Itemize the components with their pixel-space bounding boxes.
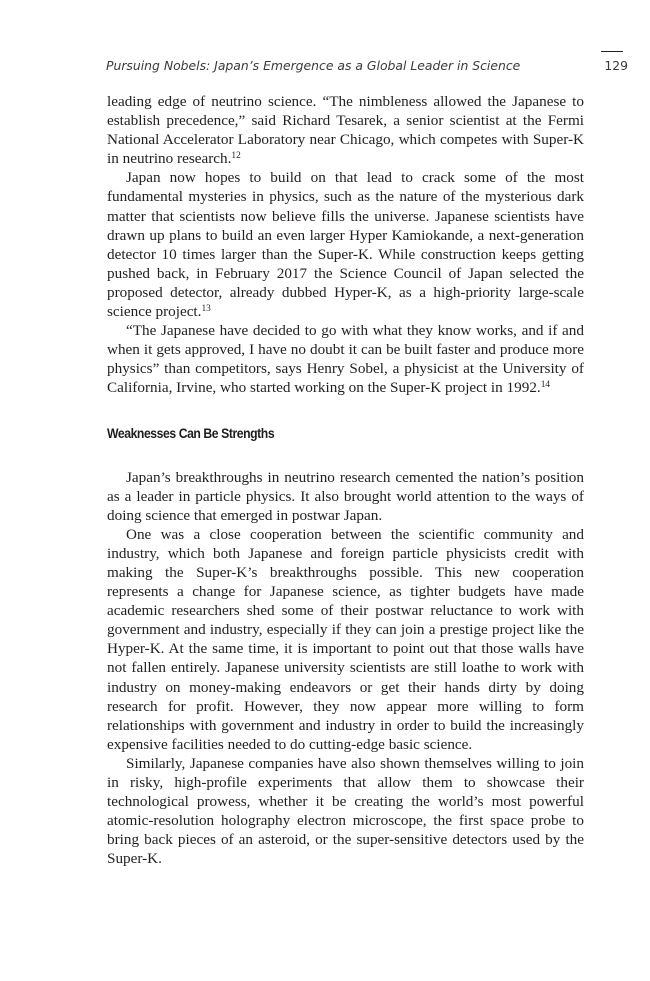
paragraph-cooperation: One was a close cooperation between the scientific community and industry, which both Japanese and foreign particle physicists credit with making the Super-K’s breakthroughs possible. This new cooperation represents a change for Japanese science, as tighter budgets have made academic researchers shed some of their postwar reluctance to work with government and industry, especially if they can join a prestige project like the Hyper-K. At the same time, it is important to point out that those walls have not fallen entirely. Japanese university scientists are still loathe to work with industry on money-making endeavors or get their hands dirty by doing research for profit. However, they now appear more willing to form relationships with government and industry in order to build the increasingly expensive facilities needed to do cutting-edge basic science. — [107, 525, 584, 753]
section-heading: Weaknesses Can Be Strengths — [107, 425, 275, 442]
paragraph-text: leading edge of neutrino science. “The nimbleness allowed the Japanese to establish precedence,” said Richard Tesarek, a senior scientist at the Fermi National Accelerator Laboratory near Chicago, which competes with Super-K in neutrino research. — [107, 93, 584, 168]
paragraph-text: Japan now hopes to build on that lead to crack some of the most fundamental mysteries in physics, such as the nature of the mysterious dark matter that scientists now believe fills the universe. Japanese scientists have drawn up plans to build an even larger Hyper Kamiokande, a next-generation detector 10 times larger than the Super-K. While construction keeps getting pushed back, in February 2017 the Science Council of Japan selected the proposed detector, already dubbed Hyper-K, as a high-priority large-scale science project. — [107, 169, 584, 321]
paragraph-sobel-quote — [107, 321, 584, 397]
body-text — [107, 92, 584, 868]
footnote-ref-12[interactable]: 12 — [231, 151, 241, 162]
footnote-ref-13[interactable]: 13 — [201, 304, 211, 315]
page-number-rule — [601, 51, 623, 52]
paragraph-continued — [107, 92, 584, 168]
paragraph-breakthroughs: Japan’s breakthroughs in neutrino research cemented the nation’s position as a leader in particle physics. It also brought world attention to the ways of doing science that emerged in postwar Japan. — [107, 468, 584, 524]
running-head-title: Pursuing Nobels: Japan’s Emergence as a Global Leader in Science — [106, 58, 521, 73]
paragraph-text: “The Japanese have decided to go with what they know works, and if and when it gets approved, I have no doubt it can be built faster and produce more physics” than competitors, says Henry Sobel, a physicist at the University of California, Irvine, who started working on the Super-K project in 1992. — [107, 322, 584, 397]
paragraph-hyper-k-plans — [107, 168, 584, 321]
page-number: 129 — [604, 58, 628, 73]
footnote-ref-14[interactable]: 14 — [540, 380, 551, 391]
paragraph-companies: Similarly, Japanese companies have also shown themselves willing to join in risky, high-profile experiments that allow them to showcase their technological prowess, whether it be creating the world’s most powerful atomic-resolution holography electron microscope, the first space probe to bring back pieces of an asteroid, or the super-sensitive detectors used by the Super-K. — [107, 754, 584, 868]
